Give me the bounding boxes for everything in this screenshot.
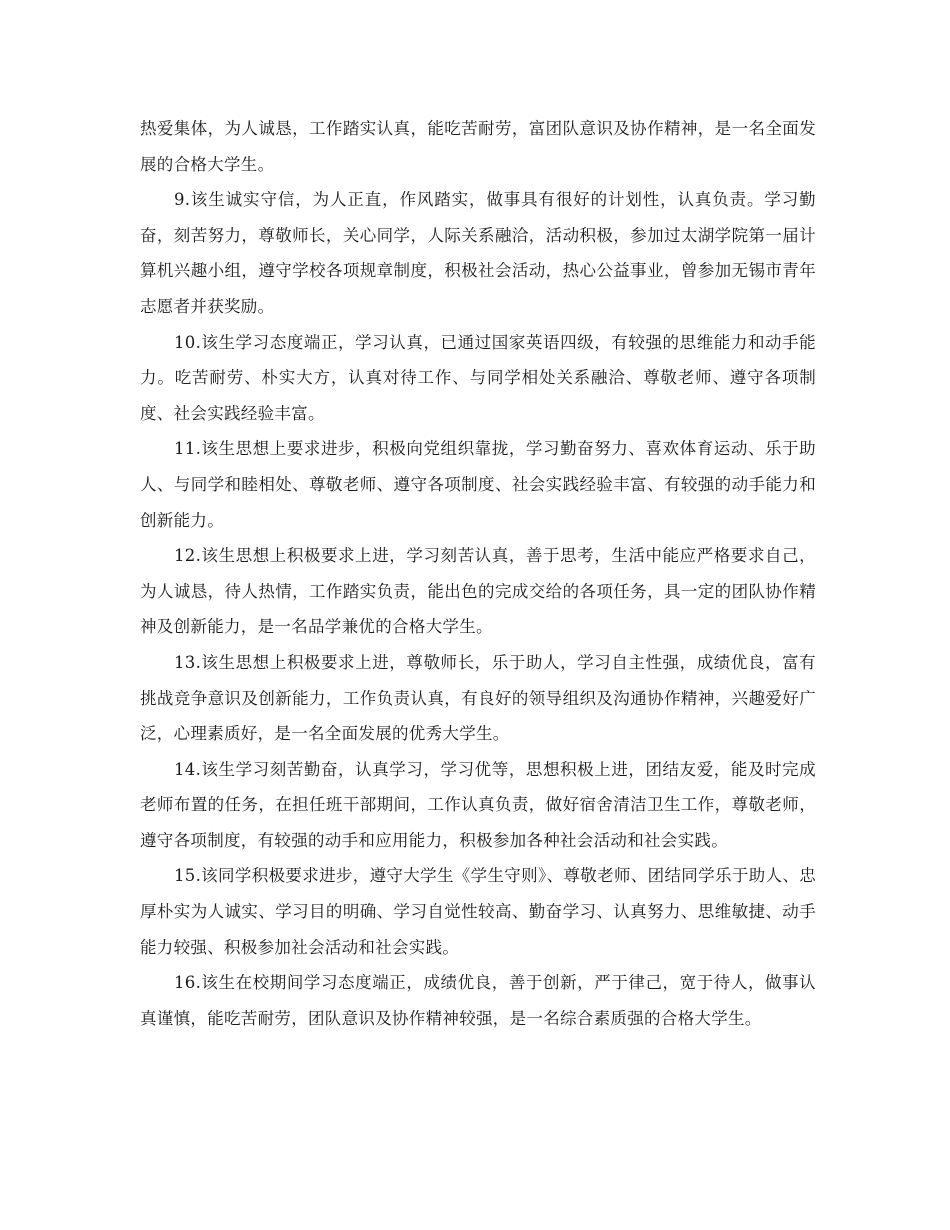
document-body <box>140 111 816 1036</box>
paragraph-item-15: 15.该同学积极要求进步，遵守大学生《学生守则》、尊敬老师、团结同学乐于助人、忠厚朴实为人诚实、学习目的明确、学习自觉性较高、勤奋学习、认真努力、思维敏捷、动手能力较强、积极参加社会活动和社会实践。 <box>140 866 816 957</box>
paragraph-item-13: 13.该生思想上积极要求上进，尊敬师长，乐于助人，学习自主性强，成绩优良，富有挑战竞争意识及创新能力，工作负责认真，有良好的领导组织及沟通协作精神，兴趣爱好广泛，心理素质好，是一名全面发展的优秀大学生。 <box>140 652 816 744</box>
paragraph-item-10: 10.该生学习态度端正，学习认真，已通过国家英语四级，有较强的思维能力和动手能力。吃苦耐劳、朴实大方，认真对待工作、与同学相处关系融洽、尊敬老师、遵守各项制度、社会实践经验丰富。 <box>140 332 816 423</box>
paragraph-item-16: 16.该生在校期间学习态度端正，成绩优良，善于创新，严于律己，宽于待人，做事认真谨慎，能吃苦耐劳，团队意识及协作精神较强，是一名综合素质强的合格大学生。 <box>140 973 816 1028</box>
paragraph-item-9: 9.该生诚实守信，为人正直，作风踏实，做事具有很好的计划性，认真负责。学习勤奋，刻苦努力，尊敬师长，关心同学，人际关系融洽，活动积极，参加过太湖学院第一届计算机兴趣小组，遵守学校各项规章制度，积极社会活动，热心公益事业，曾参加无锡市青年志愿者并获奖励。 <box>140 190 816 316</box>
paragraph-continued: 热爱集体，为人诚恳，工作踏实认真，能吃苦耐劳，富团队意识及协作精神，是一名全面发展的合格大学生。 <box>140 119 816 174</box>
paragraph-item-14: 14.该生学习刻苦勤奋，认真学习，学习优等，思想积极上进，团结友爱，能及时完成老师布置的任务，在担任班干部期间，工作认真负责，做好宿舍清洁卫生工作，尊敬老师，遵守各项制度，有较强的动手和应用能力，积极参加各种社会活动和社会实践。 <box>140 759 816 850</box>
paragraph-item-11: 11.该生思想上要求进步，积极向党组织靠拢，学习勤奋努力、喜欢体育运动、乐于助人、与同学和睦相处、尊敬老师、遵守各项制度、社会实践经验丰富、有较强的动手能力和创新能力。 <box>140 439 816 530</box>
paragraph-item-12: 12.该生思想上积极要求上进，学习刻苦认真，善于思考，生活中能应严格要求自己，为人诚恳，待人热情，工作踏实负责，能出色的完成交给的各项任务，具一定的团队协作精神及创新能力，是一名品学兼优的合格大学生。 <box>140 546 816 637</box>
